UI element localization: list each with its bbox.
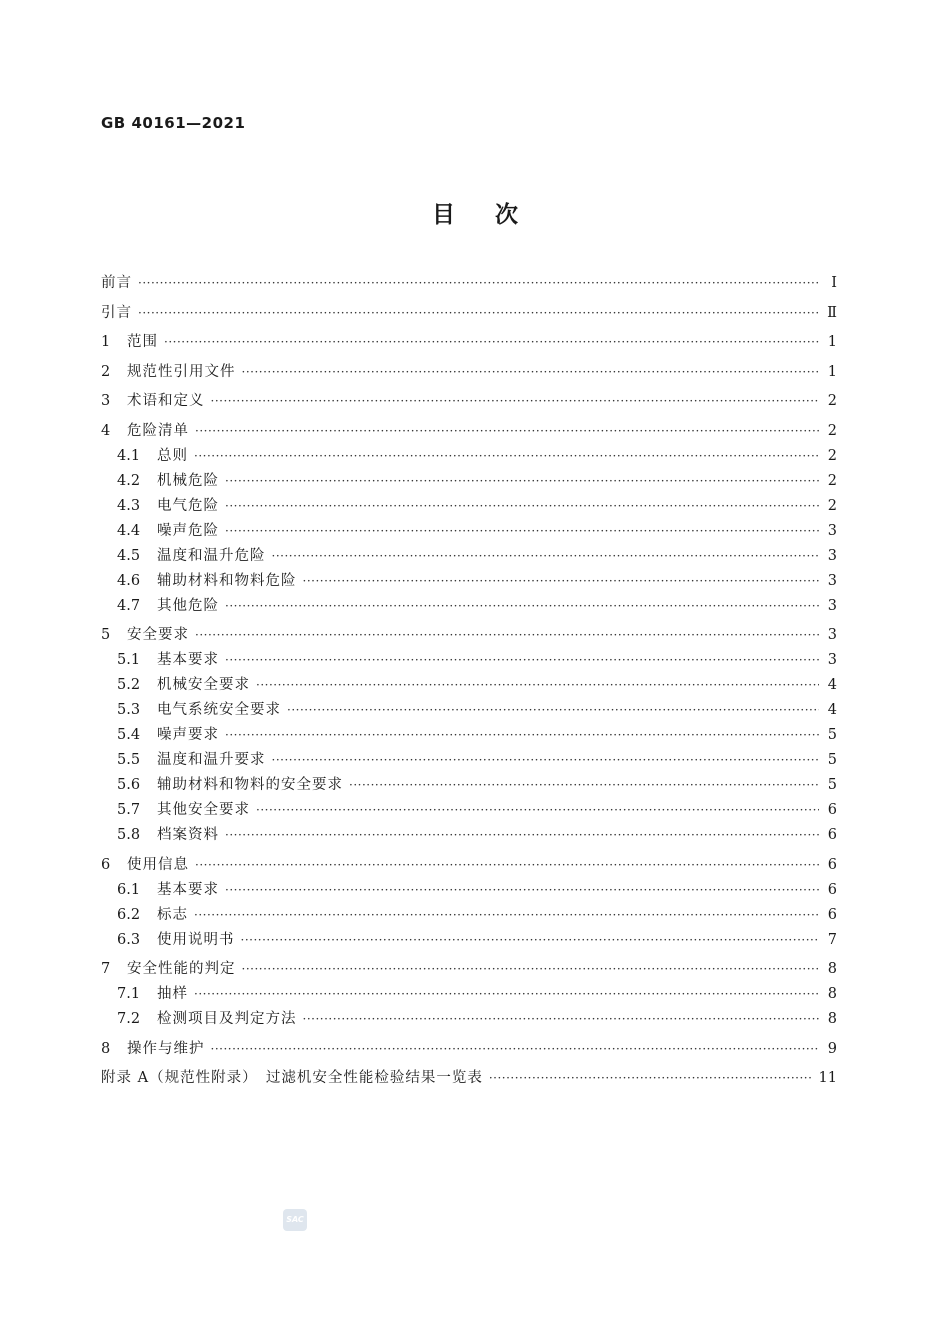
- toc-dot-leader: [194, 982, 819, 1007]
- toc-entry-label: 使用说明书: [157, 931, 235, 948]
- toc-dot-leader: [241, 928, 820, 953]
- toc-entry[interactable]: [101, 648, 837, 673]
- toc-dot-leader: [256, 798, 819, 823]
- toc-entry[interactable]: [101, 798, 837, 823]
- toc-entry-label: 辅助材料和物料的安全要求: [157, 777, 343, 793]
- toc-entry-number: 3: [101, 393, 111, 409]
- toc-entry-label: 安全要求: [127, 627, 189, 643]
- toc-entry[interactable]: [101, 853, 837, 878]
- toc-entry[interactable]: [101, 928, 837, 953]
- toc-dot-leader: [195, 853, 819, 878]
- toc-entry-label: 电气危险: [157, 497, 219, 514]
- toc-entry-label: 机械安全要求: [157, 677, 250, 693]
- toc-entry-page: 8: [827, 1011, 837, 1027]
- toc-entry-number: 5.3: [117, 702, 141, 718]
- toc-entry-label: 安全性能的判定: [127, 961, 236, 977]
- toc-entry[interactable]: [101, 389, 837, 414]
- toc-entry-number: 4: [101, 422, 111, 439]
- toc-entry-number: 6.1: [117, 881, 141, 898]
- toc-entry-page: 2: [827, 422, 837, 439]
- toc-entry-page: 6: [827, 802, 837, 818]
- toc-entry-page: 2: [827, 497, 837, 514]
- toc-entry-page: 5: [827, 727, 837, 743]
- toc-entry-label: 其他危险: [157, 597, 219, 614]
- page-title: 目次: [432, 201, 558, 228]
- toc-dot-leader: [287, 698, 819, 723]
- toc-entry-label: 基本要求: [157, 881, 219, 898]
- toc-entry-label: 引言: [101, 304, 132, 321]
- toc-entry[interactable]: [101, 1007, 837, 1032]
- toc-entry[interactable]: [101, 469, 837, 494]
- toc-entry-number: 7.2: [117, 1011, 141, 1027]
- toc-entry[interactable]: [101, 673, 837, 698]
- toc-entry-label: 规范性引用文件: [127, 363, 236, 380]
- toc-dot-leader: [303, 1007, 820, 1032]
- toc-dot-leader: [195, 419, 819, 444]
- toc-entry-page: Ⅰ: [831, 275, 837, 291]
- toc-entry-page: 4: [827, 677, 837, 693]
- toc-entry-number: 4.1: [117, 447, 141, 464]
- toc-entry-label: 抽样: [157, 986, 188, 1002]
- toc-entry[interactable]: [101, 301, 837, 326]
- toc-entry-number: 6.2: [117, 906, 141, 923]
- toc-dot-leader: [225, 594, 819, 619]
- toc-entry-number: 6: [101, 856, 111, 873]
- toc-entry-page: 1: [827, 334, 837, 350]
- toc-entry[interactable]: [101, 419, 837, 444]
- toc-dot-leader: [225, 823, 819, 848]
- toc-dot-leader: [225, 648, 819, 673]
- toc-entry[interactable]: [101, 271, 837, 296]
- toc-entry-number: 6.3: [117, 931, 141, 948]
- toc-entry[interactable]: [101, 623, 837, 648]
- toc-entry-label: 操作与维护: [127, 1040, 205, 1057]
- toc-dot-leader: [225, 723, 819, 748]
- toc-entry-page: 4: [827, 702, 837, 718]
- toc-entry-page: 2: [827, 393, 837, 409]
- toc-entry-label: 噪声要求: [157, 727, 219, 743]
- toc-dot-leader: [164, 330, 819, 355]
- toc-entry-page: 8: [827, 986, 837, 1002]
- toc-entry-number: 2: [101, 363, 111, 380]
- toc-dot-leader: [225, 519, 819, 544]
- toc-entry[interactable]: [101, 982, 837, 1007]
- toc-entry-number: 4.7: [117, 597, 141, 614]
- toc-dot-leader: [489, 1066, 813, 1091]
- toc-dot-leader: [138, 301, 819, 326]
- toc-entry-label: 检测项目及判定方法: [157, 1011, 297, 1027]
- toc-dot-leader: [303, 569, 820, 594]
- toc-entry-page: 5: [827, 777, 837, 793]
- toc-entry-number: 4.2: [117, 472, 141, 489]
- toc-dot-leader: [225, 494, 819, 519]
- toc-entry-page: 11: [818, 1070, 837, 1086]
- toc-dot-leader: [272, 544, 820, 569]
- toc-entry[interactable]: [101, 1037, 837, 1062]
- toc-entry-number: 7: [101, 961, 111, 977]
- toc-entry-page: 6: [827, 827, 837, 843]
- toc-entry-label: 前言: [101, 275, 132, 291]
- toc-entry-label: 附录 A（规范性附录） 过滤机安全性能检验结果一览表: [101, 1070, 483, 1086]
- toc-dot-leader: [211, 1037, 820, 1062]
- toc-entry-label: 危险清单: [127, 422, 189, 439]
- toc-entry-label: 噪声危险: [157, 522, 219, 539]
- toc-entry[interactable]: [101, 360, 837, 385]
- toc-entry-label: 温度和温升危险: [157, 547, 266, 564]
- toc-entry-page: 3: [827, 597, 837, 614]
- toc-entry-page: 6: [827, 906, 837, 923]
- toc-entry-label: 其他安全要求: [157, 802, 250, 818]
- toc-entry-number: 5.8: [117, 827, 141, 843]
- toc-entry-label: 辅助材料和物料危险: [157, 572, 297, 589]
- toc-entry-page: 7: [827, 931, 837, 948]
- toc-entry-number: 5: [101, 627, 111, 643]
- toc-entry-number: 4.3: [117, 497, 141, 514]
- toc-entry-page: 6: [827, 881, 837, 898]
- toc-entry-number: 5.7: [117, 802, 141, 818]
- toc-entry-number: 4.5: [117, 547, 141, 564]
- toc-dot-leader: [272, 748, 820, 773]
- toc-entry-number: 5.2: [117, 677, 141, 693]
- toc-entry-number: 5.4: [117, 727, 141, 743]
- toc-entry[interactable]: [101, 330, 837, 355]
- toc-entry-label: 基本要求: [157, 652, 219, 668]
- toc-entry-label: 使用信息: [127, 856, 189, 873]
- toc-entry-page: 2: [827, 472, 837, 489]
- toc-entry-page: 6: [827, 856, 837, 873]
- toc-entry-number: 5.5: [117, 752, 141, 768]
- toc-entry-label: 范围: [127, 334, 158, 350]
- toc-entry-label: 机械危险: [157, 472, 219, 489]
- toc-entry-page: 1: [827, 363, 837, 380]
- toc-entry[interactable]: [101, 544, 837, 569]
- toc-entry-number: 7.1: [117, 986, 141, 1002]
- sac-logo: SAC: [283, 1209, 307, 1231]
- toc-dot-leader: [225, 469, 819, 494]
- toc-entry[interactable]: [101, 723, 837, 748]
- toc-entry-label: 档案资料: [157, 827, 219, 843]
- toc-dot-leader: [256, 673, 819, 698]
- toc-entry-page: 9: [827, 1040, 837, 1057]
- toc-dot-leader: [225, 878, 819, 903]
- toc-entry[interactable]: [101, 748, 837, 773]
- toc-entry[interactable]: [101, 773, 837, 798]
- toc-entry-number: 4.6: [117, 572, 141, 589]
- table-of-contents: [101, 271, 837, 1091]
- standard-number: GB 40161—2021: [101, 114, 246, 132]
- toc-entry[interactable]: [101, 1066, 837, 1091]
- toc-entry[interactable]: [101, 903, 837, 928]
- toc-entry[interactable]: [101, 698, 837, 723]
- toc-entry[interactable]: [101, 594, 837, 619]
- toc-dot-leader: [194, 444, 819, 469]
- toc-entry-label: 电气系统安全要求: [157, 702, 281, 718]
- toc-entry-label: 标志: [157, 906, 188, 923]
- toc-dot-leader: [138, 271, 819, 296]
- toc-entry-number: 1: [101, 334, 111, 350]
- toc-entry-number: 8: [101, 1040, 111, 1057]
- toc-entry-page: 3: [827, 652, 837, 668]
- toc-dot-leader: [195, 623, 819, 648]
- toc-entry[interactable]: [101, 878, 837, 903]
- toc-dot-leader: [194, 903, 819, 928]
- toc-entry[interactable]: [101, 823, 837, 848]
- toc-entry-label: 术语和定义: [127, 393, 205, 409]
- toc-entry-page: 3: [827, 522, 837, 539]
- toc-entry-page: 3: [827, 627, 837, 643]
- toc-dot-leader: [242, 957, 820, 982]
- toc-entry-label: 总则: [157, 447, 188, 464]
- toc-dot-leader: [349, 773, 819, 798]
- toc-entry-number: 5.6: [117, 777, 141, 793]
- toc-entry[interactable]: [101, 569, 837, 594]
- toc-entry[interactable]: [101, 444, 837, 469]
- toc-entry[interactable]: [101, 494, 837, 519]
- toc-entry[interactable]: [101, 957, 837, 982]
- toc-entry-page: 5: [827, 752, 837, 768]
- toc-entry-page: 3: [827, 547, 837, 564]
- toc-entry-label: 温度和温升要求: [157, 752, 266, 768]
- toc-dot-leader: [211, 389, 820, 414]
- toc-entry-page: 3: [827, 572, 837, 589]
- toc-entry[interactable]: [101, 519, 837, 544]
- toc-entry-page: Ⅱ: [827, 304, 837, 321]
- toc-entry-number: 5.1: [117, 652, 141, 668]
- toc-entry-number: 4.4: [117, 522, 141, 539]
- toc-dot-leader: [242, 360, 820, 385]
- toc-entry-page: 8: [827, 961, 837, 977]
- toc-entry-page: 2: [827, 447, 837, 464]
